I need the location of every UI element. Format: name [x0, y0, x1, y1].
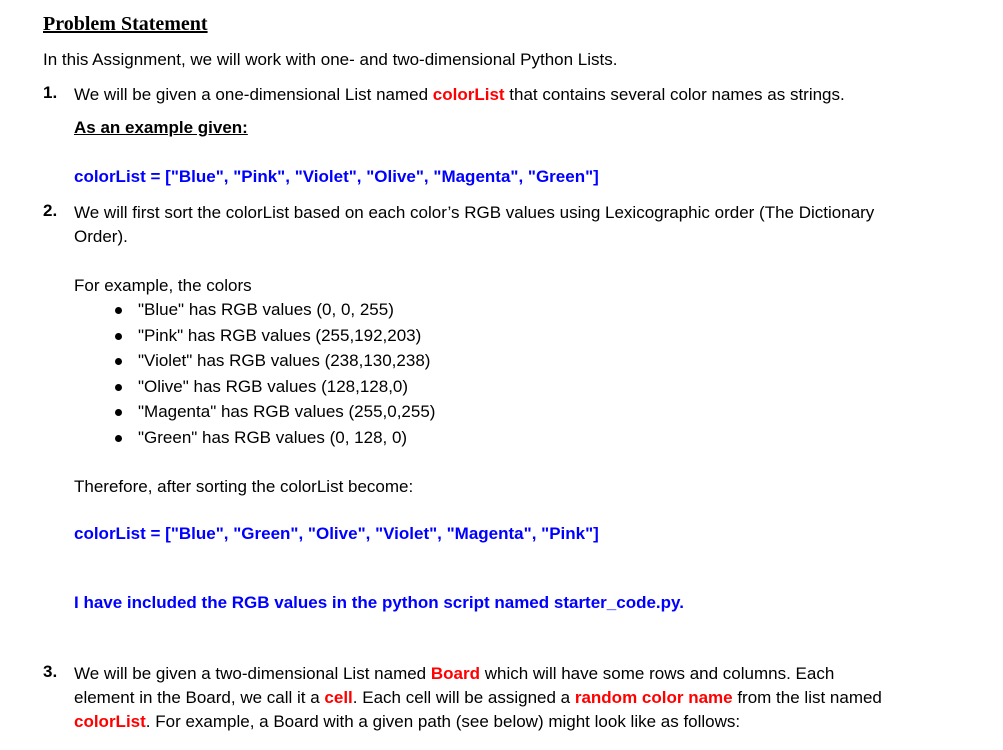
item-2-number: 2. [43, 201, 58, 220]
list-item: "Pink" has RGB values (255,192,203) [138, 326, 422, 345]
bullet-dot [115, 358, 122, 365]
bullet-dot [115, 409, 122, 416]
item-3-line-2 [74, 686, 882, 710]
item-3-number: 3. [43, 662, 58, 681]
item-1-colorlist-highlight: colorList [432, 85, 505, 104]
item-3-line-3 [74, 710, 740, 734]
intro-paragraph: In this Assignment, we will work with one- and two-dimensional Python Lists. [43, 50, 618, 69]
item-3-text: from the list named [732, 688, 882, 707]
item-1-number: 1. [43, 83, 58, 102]
item-3-text: element in the Board, we call it a [74, 688, 325, 707]
colorlist-highlight: colorList [74, 712, 146, 731]
example-label: As an example given: [74, 118, 248, 137]
therefore-text: Therefore, after sorting the colorList become: [74, 477, 414, 496]
starter-code-note: I have included the RGB values in the python script named starter_code.py. [74, 593, 684, 612]
item-1-text-b: that contains several color names as strings. [504, 85, 845, 104]
bullet-dot [115, 333, 122, 340]
cell-highlight: cell [324, 688, 353, 707]
problem-statement-heading: Problem Statement [43, 13, 208, 35]
random-color-name-highlight: random color name [574, 688, 733, 707]
list-item: "Magenta" has RGB values (255,0,255) [138, 402, 436, 421]
bullet-dot [115, 307, 122, 314]
item-1-text [74, 83, 845, 107]
item-1-text-a: We will be given a one-dimensional List named [74, 85, 433, 104]
item-3-text: . Each cell will be assigned a [352, 688, 575, 707]
sorted-colorlist-code: colorList = ["Blue", "Green", "Olive", "Violet", "Magenta", "Pink"] [74, 524, 599, 543]
for-example-text: For example, the colors [74, 276, 252, 295]
item-3-line-1 [74, 662, 834, 686]
item-2-line-1: We will first sort the colorList based on each color’s RGB values using Lexicographic order (The Dictionary [74, 203, 875, 222]
bullet-dot [115, 384, 122, 391]
bullet-dot [115, 435, 122, 442]
item-3-text: which will have some rows and columns. Each [479, 664, 835, 683]
colorlist-code: colorList = ["Blue", "Pink", "Violet", "Olive", "Magenta", "Green"] [74, 167, 599, 186]
list-item: "Blue" has RGB values (0, 0, 255) [138, 300, 394, 319]
list-item: "Green" has RGB values (0, 128, 0) [138, 428, 408, 447]
list-item: "Olive" has RGB values (128,128,0) [138, 377, 409, 396]
item-2-line-2: Order). [74, 227, 128, 246]
list-item: "Violet" has RGB values (238,130,238) [138, 351, 431, 370]
board-highlight: Board [430, 664, 480, 683]
item-3-text: We will be given a two-dimensional List named [74, 664, 431, 683]
item-3-text: . For example, a Board with a given path (see below) might look like as follows: [145, 712, 741, 731]
